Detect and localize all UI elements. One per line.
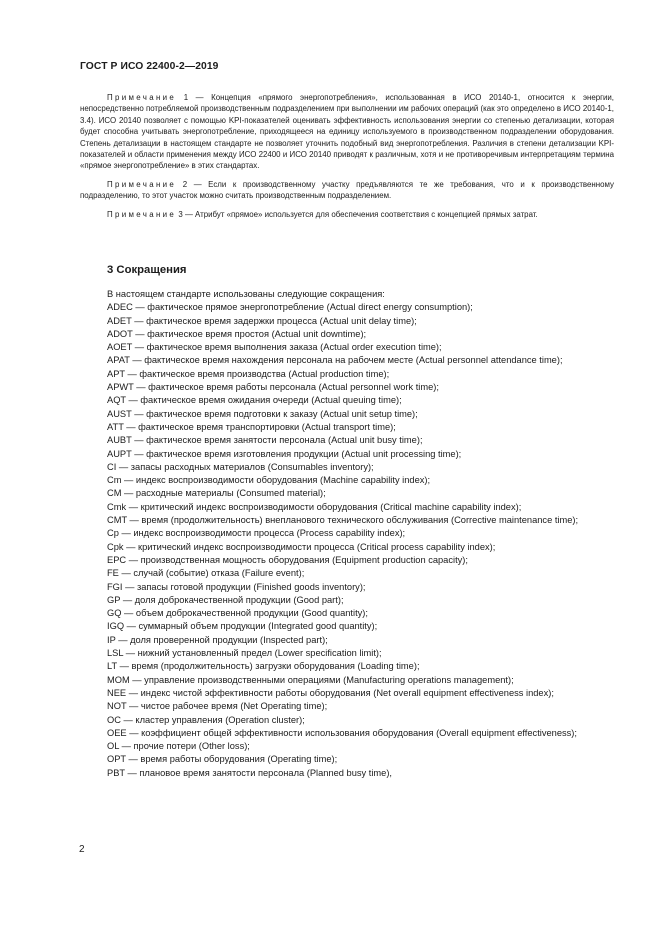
abbreviation-item: NOT — чистое рабочее время (Net Operating time); xyxy=(107,701,328,712)
abbreviation-item: OPT — время работы оборудования (Operating time); xyxy=(107,754,338,765)
note-3 xyxy=(80,209,614,220)
abbreviation-item: Cm — индекс воспроизводимости оборудования (Machine capability index); xyxy=(107,475,431,486)
abbreviation-item: LSL — нижний установленный предел (Lower specification limit); xyxy=(107,648,382,659)
note-text: 3 — Атрибут «прямое» используется для обеспечения соответствия с концепцией прямых затрат. xyxy=(176,209,538,219)
note-label: Примечание xyxy=(107,209,177,219)
abbreviation-item: APAT — фактическое время нахождения персонала на рабочем месте (Actual personnel attendance time); xyxy=(107,355,563,366)
abbreviation-item: AUST — фактическое время подготовки к заказу (Actual unit setup time); xyxy=(107,408,418,419)
abbreviation-item: IGQ — суммарный объем продукции (Integrated good quantity); xyxy=(107,621,378,632)
abbreviation-item: FE — случай (событие) отказа (Failure event); xyxy=(107,568,305,579)
note-text: 1 — Концепция «прямого энергопотребления», использованная в ИСО 20140-1, относится к энергии, непосредственно потребляемой производственным подразделением при выполнении им рабочих операций (как это определено в ИСО 20140-1, 3.4). ИСО 20140 позволяет с помощью KPI-показателей оценивать эффективность использования энергии со степенью детализации, которая будет способна учитывать энергопотребление, приходящееся на единицу используемого в производственном подразделении оборудования. Степень детализации в настоящем стандарте не позволяет уточнить подобный вид энергопотребления. Различия в степени детализации KPI-показателей и области применения между ИСО 22400 и ИСО 20140 приводят к различным, хотя и не противоречивым интерпретациям термина «прямое энергопотребление» в этих стандартах. xyxy=(80,93,614,171)
abbreviation-item: AOET — фактическое время выполнения заказа (Actual order execution time); xyxy=(107,342,442,353)
abbreviation-item: APWT — фактическое время работы персонала (Actual personnel work time); xyxy=(107,382,439,393)
section-title: 3 Сокращения xyxy=(107,264,187,276)
abbreviation-item: NEE — индекс чистой эффективности работы оборудования (Net overall equipment effectiveness index); xyxy=(107,687,554,698)
abbreviation-item: ADET — фактическое время задержки процесса (Actual unit delay time); xyxy=(107,315,417,326)
abbreviation-item: PBT — плановое время занятости персонала (Planned busy time), xyxy=(107,767,393,778)
abbreviation-item: CI — запасы расходных материалов (Consumables inventory); xyxy=(107,461,374,472)
abbreviation-item: OEE — коэффициент общей эффективности использования оборудования (Overall equipment effectiveness); xyxy=(107,727,577,738)
abbreviation-item: AUBT — фактическое время занятости персонала (Actual unit busy time); xyxy=(107,435,423,446)
abbreviation-item: APT — фактическое время производства (Actual production time); xyxy=(107,368,390,379)
abbreviation-item: CMT — время (продолжительность) внепланового технического обслуживания (Corrective maintenance time); xyxy=(107,515,579,526)
abbreviation-item: AUPT — фактическое время изготовления продукции (Actual unit processing time); xyxy=(107,448,462,459)
note-2 xyxy=(80,179,614,202)
abbreviation-item: LT — время (продолжительность) загрузки оборудования (Loading time); xyxy=(107,661,420,672)
abbreviations-intro: В настоящем стандарте использованы следующие сокращения: xyxy=(107,289,385,299)
abbreviation-item: EPC — производственная мощность оборудования (Equipment production capacity); xyxy=(107,554,468,565)
note-1 xyxy=(80,92,614,172)
note-label: Примечание xyxy=(107,179,177,189)
abbreviation-item: Cp — индекс воспроизводимости процесса (Process capability index); xyxy=(107,528,406,539)
abbreviation-item: MOM — управление производственными операциями (Manufacturing operations management); xyxy=(107,674,514,685)
abbreviation-item: Cpk — критический индекс воспроизводимости процесса (Critical process capability index); xyxy=(107,541,496,552)
note-label: Примечание xyxy=(107,93,177,102)
abbreviation-item: ADEC — фактическое прямое энергопотребление (Actual direct energy consumption); xyxy=(107,302,473,313)
notes-block xyxy=(80,92,614,227)
abbreviation-item: ATT — фактическое время транспортировки (Actual transport time); xyxy=(107,421,396,432)
abbreviation-item: GP — доля доброкачественной продукции (Good part); xyxy=(107,594,344,605)
abbreviation-item: Cmk — критический индекс воспроизводимости оборудования (Critical machine capability index); xyxy=(107,501,522,512)
abbreviation-item: ADOT — фактическое время простоя (Actual unit downtime); xyxy=(107,328,367,339)
abbreviation-item: GQ — объем доброкачественной продукции (Good quantity); xyxy=(107,608,368,619)
abbreviations-list xyxy=(80,288,614,780)
abbreviation-item: CM — расходные материалы (Consumed material); xyxy=(107,488,326,499)
note-text: 2 — Если к производственному участку предъявляются те же требования, что и к производственному подразделению, то этот участок можно считать производственным подразделением. xyxy=(80,179,614,201)
abbreviation-item: FGI — запасы готовой продукции (Finished goods inventory); xyxy=(107,581,366,592)
page-number: 2 xyxy=(79,844,85,855)
document-header: ГОСТ Р ИСО 22400-2—2019 xyxy=(80,61,219,72)
abbreviation-item: OL — прочие потери (Other loss); xyxy=(107,741,250,752)
abbreviation-item: IP — доля проверенной продукции (Inspected part); xyxy=(107,634,328,645)
abbreviation-item: AQT — фактическое время ожидания очереди (Actual queuing time); xyxy=(107,395,402,406)
abbreviation-item: OC — кластер управления (Operation cluster); xyxy=(107,714,305,725)
